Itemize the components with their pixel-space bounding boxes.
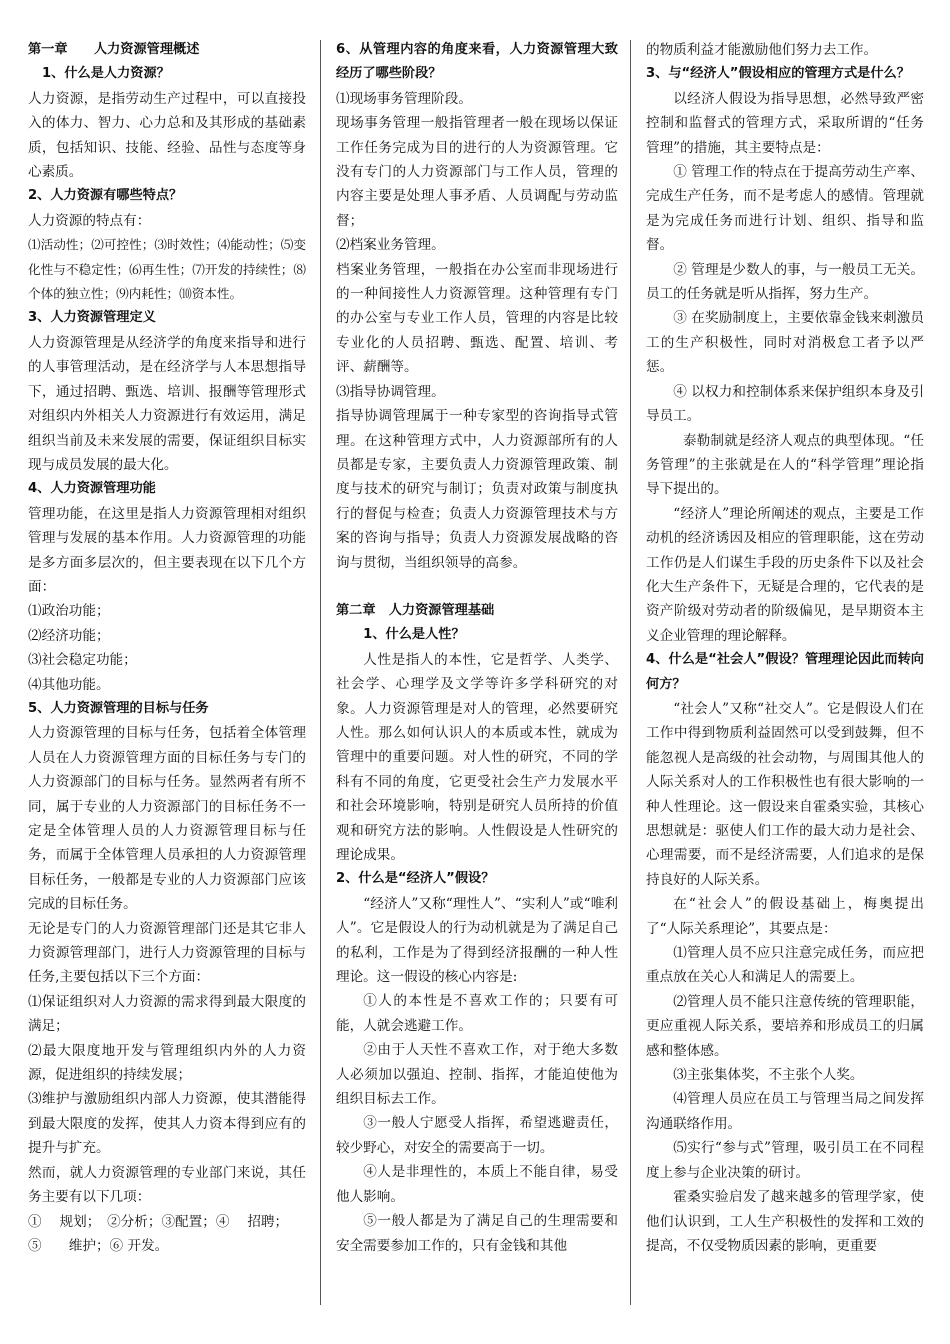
paragraph: 的物质利益才能激励他们努力去工作。 — [646, 42, 878, 58]
paragraph: ⑤ 维护；⑥ 开发。 — [28, 1237, 169, 1254]
paragraph: ② 管理是少数人的事，与一般员工无关。员工的任务就是听从指挥，努力生产。 — [646, 261, 924, 303]
paragraph: ⑶主张集体奖，不主张个人奖。 — [673, 1067, 864, 1084]
middle-column — [336, 38, 618, 1258]
paragraph: 人力资源，是指劳动生产过程中，可以直接投入的体力、智力、心力总和及其形成的基础素质，包括知识、技能、经验、品性与态度等身心素质。 — [28, 90, 306, 181]
spacer — [336, 575, 618, 599]
paragraph: ⑶指导协调管理。 — [336, 383, 445, 400]
left-column — [28, 38, 306, 1258]
paragraph: 在“社会人”的假设基础上，梅奥提出了“人际关系理论”，其要点是： — [646, 896, 924, 937]
paragraph: ⑴管理人员不应只注意完成任务，而应把重点放在关心人和满足人的需要上。 — [646, 945, 924, 986]
paragraph: ⑵管理人员不能只注意传统的管理职能，更应重视人际关系，要培养和形成员工的归属感和整体感。 — [646, 993, 924, 1059]
paragraph: ⑴活动性；⑵可控性；⑶时效性；⑷能动性；⑸变化性与不稳定性；⑹再生性；⑺开发的持续性；⑻个体的独立性；⑼内耗性；⑽资本性。 — [28, 237, 306, 302]
paragraph: ①人的本性是不喜欢工作的；只要有可能，人就会逃避工作。 — [336, 993, 618, 1034]
paragraph: ②由于人天性不喜欢工作，对于绝大多数人必须加以强迫、控制、指挥，才能迫使他为组织目标去工作。 — [336, 1042, 618, 1108]
paragraph: 霍桑实验启发了越来越多的管理学家，使他们认识到，工人生产积极性的发挥和工效的提高，不仅受物质因素的影响，更重要 — [646, 1189, 924, 1254]
paragraph: 然而，就人力资源管理的专业部门来说，其任务主要有以下几项： — [28, 1164, 306, 1206]
paragraph: 指导协调管理属于一种专家型的咨询指导式管理。在这种管理方式中，人力资源部所有的人员都是专家，主要负责人力资源管理政策、制度与技术的研究与制订；负责对政策与制度执行的督促与检查；负责人力资源管理技术与方案的咨询与指导；负责人力资源发展战略的咨询与贯彻，当组织领导的高参。 — [336, 408, 618, 571]
column-divider — [320, 40, 321, 1305]
paragraph: 档案业务管理，一般指在办公室而非现场进行的一种间接性人力资源管理。这种管理有专门的办公室与专业工作人员，管理的内容是比较专业化的人员招聘、甄选、配置、培训、考评、薪酬等。 — [336, 261, 618, 376]
right-column — [646, 38, 924, 1258]
paragraph: 人力资源管理是从经济学的角度来指导和进行的人事管理活动，是在经济学与人本思想指导下，通过招聘、甄选、培训、报酬等管理形式对组织内外相关人力资源进行有效运用，满足组织当前及未来发展的需要，保证组织目标实现与成员发展的最大化。 — [28, 334, 306, 473]
section-heading: 3、人力资源管理定义 — [28, 310, 156, 326]
paragraph: ⑶维护与激励组织内部人力资源，使其潜能得到最大限度的发挥，使其人力资本得到应有的提升与扩充。 — [28, 1091, 306, 1157]
paragraph: 人性是指人的本性，它是哲学、人类学、社会学、心理学及文学等许多学科研究的对象。人力资源管理是对人的管理，必然要研究人性。那么如何认识人的本质或本性，就成为管理中的重要问题。对人性的研究，不同的学科有不同的角度，它更受社会生产力发展水平和社会环境影响，特别是研究人员所持的价值观和研究方法的影响。人性假设是人性研究的理论成果。 — [336, 651, 618, 863]
paragraph: “社会人”又称“社交人”。它是假设人们在工作中得到物质利益固然可以受到鼓舞，但不能忽视人是高级的社会动物，与周围其他人的人际关系对人的工作积极性也有很大影响的一种人性理论。这一假设来自霍桑实验，其核心思想就是：驱使人们工作的最大动力是社会、心理需要，而不是经济需要，人们追求的是保持良好的人际关系。 — [646, 700, 924, 888]
paragraph: ④人是非理性的，本质上不能自律，易受他人影响。 — [336, 1164, 618, 1205]
section-heading: 5、人力资源管理的目标与任务 — [28, 700, 209, 716]
paragraph: “经济人”理论所阐述的观点，主要是工作动机的经济诱因及相应的管理职能，这在劳动工作仍是人们谋生手段的历史条件下以及社会化大生产条件下，无疑是合理的，它代表的是资产阶级对劳动者的阶级偏见，是早期资本主义企业管理的理论解释。 — [646, 505, 924, 644]
paragraph: ⑷管理人员应在员工与管理当局之间发挥沟通联络作用。 — [646, 1091, 924, 1132]
section-heading: 6、从管理内容的角度来看，人力资源管理大致经历了哪些阶段？ — [336, 42, 618, 82]
paragraph: ③一般人宁愿受人指挥，希望逃避责任，较少野心，对安全的需要高于一切。 — [336, 1115, 618, 1156]
section-heading: 4、什么是“社会人”假设？管理理论因此而转向何方？ — [646, 652, 924, 692]
paragraph: 以经济人假设为指导思想，必然导致严密控制和监督式的管理方式，采取所谓的“任务管理”的措施，其主要特点是： — [646, 90, 924, 156]
paragraph: ⑴现场事务管理阶段。 — [336, 90, 472, 107]
paragraph: ③ 在奖励制度上，主要依靠金钱来刺激员工的生产积极性，同时对消极怠工者予以严惩。 — [646, 310, 924, 376]
paragraph: ① 管理工作的特点在于提高劳动生产率、完成生产任务，而不是考虑人的感情。管理就是为完成任务而进行计划、组织、指导和监督。 — [646, 164, 924, 254]
paragraph: 现场事务管理一般指管理者一般在现场以保证工作任务完成为目的进行的人为资源管理。它没有专门的人力资源部门与工作人员，管理的内容主要是处理人事矛盾、人员调配与劳动监督； — [336, 115, 618, 229]
paragraph: ⑷其他功能。 — [28, 676, 110, 693]
paragraph: ⑵档案业务管理。 — [336, 237, 445, 254]
paragraph: 泰勒制就是经济人观点的典型体现。“任务管理”的主张就是在人的“科学管理”理论指导下提出的。 — [646, 432, 924, 498]
column-divider — [630, 40, 631, 1305]
chapter-heading: 第二章 人力资源管理基础 — [336, 602, 495, 618]
paragraph: ⑸实行“参与式”管理，吸引员工在不同程度上参与企业决策的研讨。 — [646, 1140, 924, 1181]
section-heading: 4、人力资源管理功能 — [28, 481, 156, 497]
paragraph: ① 规划； ②分析；③配置；④ 招聘； — [28, 1213, 289, 1230]
paragraph: “经济人”又称“理性人”、“实利人”或“唯利人”。它是假设人的行为动机就是为了满足自己的私利，工作是为了得到经济报酬的一种人性理论。这一假设的核心内容是: — [336, 895, 618, 986]
paragraph: ⑵经济功能； — [28, 627, 110, 644]
paragraph: ⑤一般人都是为了满足自己的生理需要和安全需要参加工作的，只有金钱和其他 — [336, 1213, 618, 1254]
paragraph: 管理功能，在这里是指人力资源管理相对组织管理与发展的基本作用。人力资源管理的功能是多方面多层次的，但主要表现在以下几个方面： — [28, 505, 306, 595]
section-heading: 2、什么是“经济人”假设？ — [336, 871, 495, 887]
section-heading: 1、什么是人性？ — [350, 627, 465, 643]
paragraph: ⑶社会稳定功能； — [28, 652, 137, 669]
paragraph: ⑴保证组织对人力资源的需求得到最大限度的满足； — [28, 993, 306, 1035]
paragraph: ⑴政治功能； — [28, 603, 110, 620]
paragraph: ④ 以权力和控制体系来保护组织本身及引导员工。 — [646, 383, 924, 425]
paragraph: ⑵最大限度地开发与管理组织内外的人力资源，促进组织的持续发展； — [28, 1042, 306, 1084]
paragraph: 人力资源管理的目标与任务，包括着全体管理人员在人力资源管理方面的目标任务与专门的人力资源部门的目标与任务。显然两者有所不同，属于专业的人力资源部门的目标任务不一定是全体管理人员的人力资源管理目标与任务，而属于全体管理人员承担的人力资源管理目标任务，一般都是专业的人力资源部门应该完成的目标任务。 — [28, 725, 306, 913]
paragraph: 无论是专门的人力资源管理部门还是其它非人力资源管理部门，进行人力资源管理的目标与任务,主要包括以下三个方面： — [28, 920, 306, 986]
section-heading: 2、人力资源有哪些特点？ — [28, 188, 183, 204]
chapter-heading: 第一章 人力资源管理概述 — [28, 42, 200, 57]
section-heading: 1、什么是人力资源？ — [42, 66, 170, 82]
paragraph: 人力资源的特点有： — [28, 212, 151, 229]
section-heading: 3、与“经济人”假设相应的管理方式是什么？ — [646, 66, 910, 82]
